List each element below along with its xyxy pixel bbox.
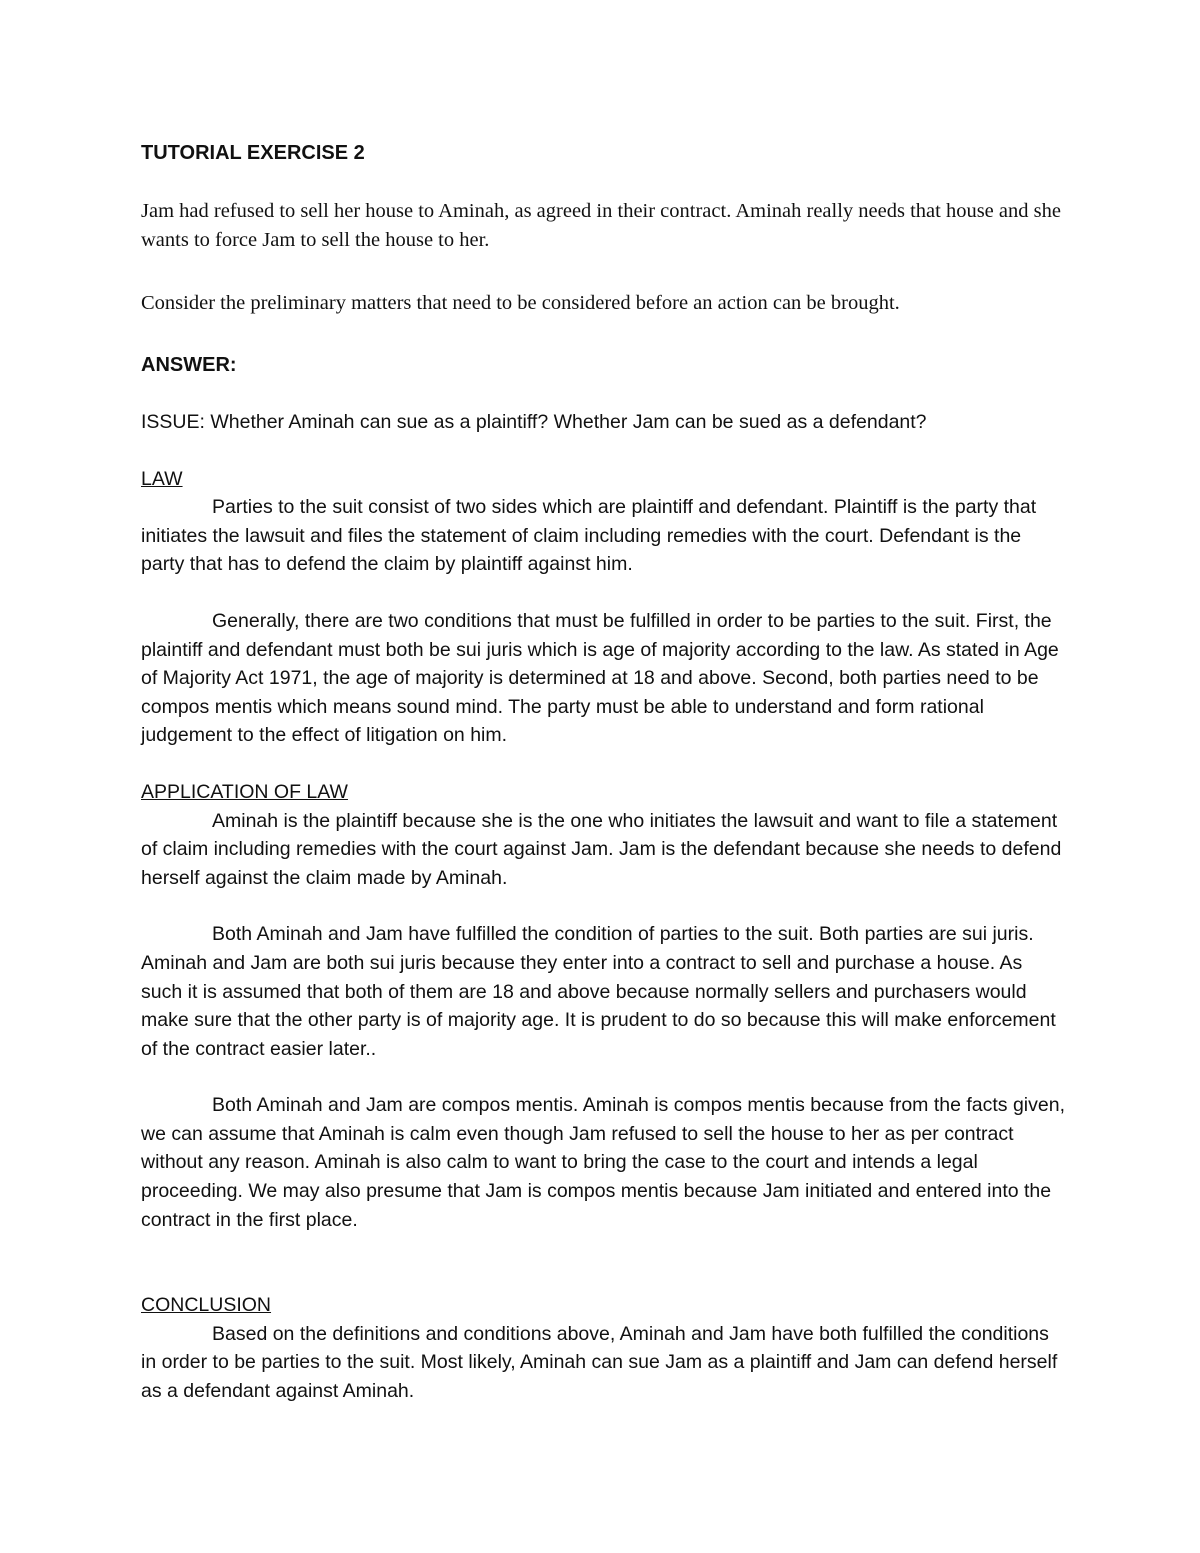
- law-section-label: LAW: [141, 467, 183, 490]
- conclusion-section-label: CONCLUSION: [141, 1294, 272, 1317]
- issue-statement: ISSUE: Whether Aminah can sue as a plaintiff? Whether Jam can be sued as a defendant?: [141, 411, 927, 433]
- application-paragraph-2: Both Aminah and Jam have fulfilled the condition of parties to the suit. Both parties are sui juris. Aminah and Jam are both sui juris because they enter into a contract to sell and purchase a house. As such it is assumed that both of them are 18 and above because normally sellers and purchasers would make sure that the other party is of majority age. It is prudent to do so because this will make enforcement of the contract easier later..: [141, 923, 1056, 1060]
- answer-heading: ANSWER:: [141, 354, 237, 376]
- conclusion-paragraph-1: Based on the definitions and conditions above, Aminah and Jam have both fulfilled the conditions in order to be parties to the suit. Most likely, Aminah can sue Jam as a plaintiff and Jam can defend herself as a defendant against Aminah.: [141, 1322, 1058, 1403]
- document-title: TUTORIAL EXERCISE 2: [141, 142, 365, 164]
- law-paragraph-2: Generally, there are two conditions that must be fulfilled in order to be parties to the suit. First, the plaintiff and defendant must both be sui juris which is age of majority according to the law. As stated in Age of Majority Act 1971, the age of majority is determined at 18 and above. Second, both parties need to be compos mentis which means sound mind. The party must be able to understand and form rational judgement to the effect of litigation on him.: [141, 609, 1059, 747]
- question-paragraph-1: Jam had refused to sell her house to Aminah, as agreed in their contract. Aminah really needs that house and she wants to force Jam to sell the house to her.: [141, 200, 1061, 251]
- application-paragraph-1: Aminah is the plaintiff because she is the one who initiates the lawsuit and want to file a statement of claim including remedies with the court against Jam. Jam is the defendant because she needs to defend herself against the claim made by Aminah.: [141, 809, 1062, 889]
- application-paragraph-3: Both Aminah and Jam are compos mentis. Aminah is compos mentis because from the facts given, we can assume that Aminah is calm even though Jam refused to sell the house to her as per contract without any reason. Aminah is also calm to want to bring the case to the court and intends a legal proceeding. We may also presume that Jam is compos mentis because Jam initiated and entered into the contract in the first place.: [141, 1094, 1065, 1231]
- question-paragraph-2: Consider the preliminary matters that need to be considered before an action can be brought.: [141, 292, 900, 314]
- law-paragraph-1: Parties to the suit consist of two sides which are plaintiff and defendant. Plaintiff is the party that initiates the lawsuit and files the statement of claim including remedies with the court. Defendant is the party that has to defend the claim by plaintiff against him.: [141, 496, 1037, 576]
- document-page: [141, 138, 1066, 1406]
- application-section-label: APPLICATION OF LAW: [141, 780, 348, 803]
